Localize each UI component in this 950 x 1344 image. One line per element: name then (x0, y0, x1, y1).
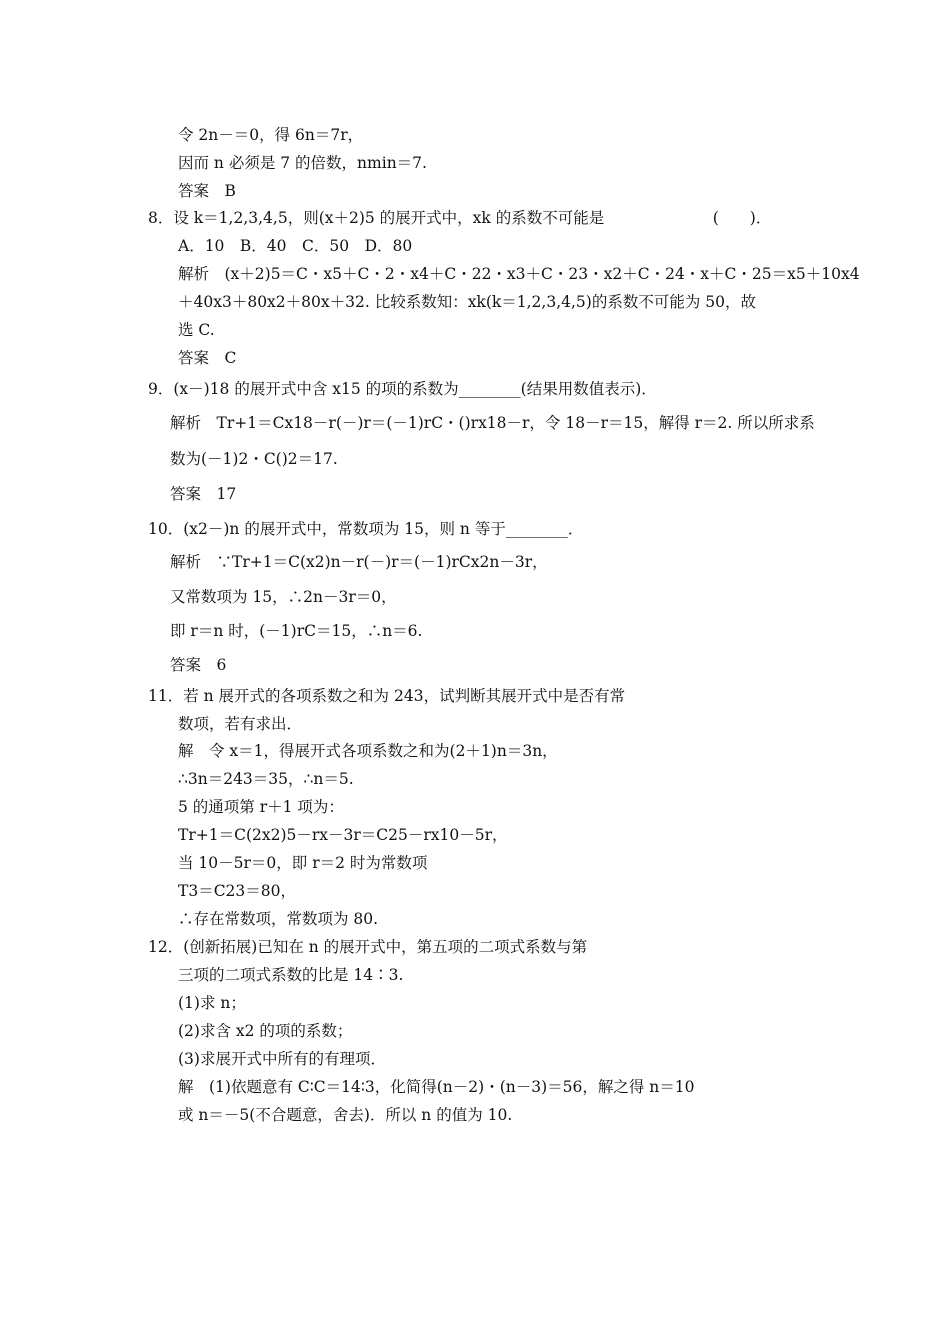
text-line (178, 909, 378, 929)
line-text: 12．(创新拓展)已知在 n 的展开式中，第五项的二项式系数与第 (148, 938, 588, 956)
text-line (170, 552, 548, 572)
line-text: 解析 (x＋2)5＝C・x5＋C・2・x4＋C・22・x3＋C・23・x2＋C・24・x＋C・25＝x5＋10x4 (178, 265, 860, 283)
question-9 (148, 379, 657, 399)
text-line (178, 1077, 695, 1097)
text-line (170, 655, 226, 675)
line-text: Tr+1＝C(2x2)5－rx－3r＝C25－rx10－5r， (178, 826, 508, 844)
line-text: 因而 n 必须是 7 的倍数，nmin＝7. (178, 154, 427, 172)
line-text: 令 2n－＝0，得 6n＝7r， (178, 126, 364, 144)
text-line (178, 125, 363, 145)
text-line (178, 769, 354, 789)
text-line (170, 449, 338, 469)
line-text: 又常数项为 15，∴2n－3r＝0， (170, 588, 397, 606)
text-line (170, 621, 422, 641)
text-line (178, 292, 756, 312)
line-text: 解析 Tr+1＝Cx18－r(－)r＝(－1)rC・()rx18－r，令 18－r＝15，解得 r＝2. 所以所求系 (170, 414, 815, 432)
question-11 (148, 686, 625, 706)
text-line (178, 965, 403, 985)
answer-line: 答案 6 (170, 656, 227, 674)
text-line (178, 181, 236, 201)
line-text: 8．设 k＝1,2,3,4,5，则(x＋2)5 的展开式中，xk 的系数不可能是 ( )． (148, 209, 772, 227)
line-text: 10．(x2－)n 的展开式中，常数项为 15，则 n 等于________． (148, 520, 584, 538)
line-text: 即 r＝n 时，(－1)rC＝15，∴n＝6. (170, 622, 423, 640)
question-12 (148, 937, 587, 957)
line-text: 11．若 n 展开式的各项系数之和为 243，试判断其展开式中是否有常 (148, 687, 626, 705)
options-line (178, 236, 412, 256)
line-text: 数为(－1)2・C()2＝17. (170, 450, 338, 468)
line-text: 当 10－5r＝0，即 r＝2 时为常数项 (178, 854, 428, 872)
line-text: ∴3n＝243＝35，∴n＝5. (178, 770, 354, 788)
line-text: 解析 ∵Tr+1＝C(x2)n－r(－)r＝(－1)rCx2n－3r， (170, 553, 548, 571)
text-line (178, 1105, 512, 1125)
question-8 (148, 208, 771, 228)
text-line (178, 881, 296, 901)
text-line (178, 993, 246, 1013)
line-text: A．10 B．40 C．50 D．80 (178, 237, 413, 255)
text-line (178, 264, 860, 284)
text-line (178, 825, 508, 845)
text-line (178, 714, 302, 734)
answer-line: 答案 C (178, 349, 237, 367)
text-line (178, 1049, 386, 1069)
line-text: 9．(x－)18 的展开式中含 x15 的项的系数为________(结果用数值表示)． (148, 380, 657, 398)
question-10 (148, 519, 583, 539)
answer-line: 答案 17 (170, 485, 237, 503)
line-text: 或 n＝－5(不合题意，舍去)．所以 n 的值为 10. (178, 1106, 513, 1124)
text-line (178, 348, 236, 368)
answer-line: 答案 B (178, 182, 236, 200)
line-text: 数项，若有求出． (178, 715, 303, 733)
text-line (178, 741, 558, 761)
text-line (170, 413, 815, 433)
line-text: (1)求 n； (178, 994, 246, 1012)
text-line (178, 1021, 352, 1041)
text-line (178, 320, 215, 340)
text-line (170, 587, 397, 607)
line-text: 选 C. (178, 321, 215, 339)
text-line (178, 853, 427, 873)
line-text: ∴存在常数项，常数项为 80. (178, 910, 379, 928)
line-text: 解 (1)依题意有 C∶C＝14∶3，化简得(n－2)・(n－3)＝56，解之得 n＝10 (178, 1078, 695, 1096)
line-text: (2)求含 x2 的项的系数； (178, 1022, 353, 1040)
text-line (170, 484, 236, 504)
text-line (178, 153, 427, 173)
line-text: 三项的二项式系数的比是 14∶3. (178, 966, 404, 984)
line-text: (3)求展开式中所有的有理项． (178, 1050, 386, 1068)
line-text: 解 令 x＝1，得展开式各项系数之和为(2＋1)n＝3n， (178, 742, 558, 760)
line-text: 5 的通项第 r＋1 项为： (178, 798, 344, 816)
line-text: T3＝C23＝80， (178, 882, 297, 900)
line-text: ＋40x3＋80x2＋80x＋32. 比较系数知：xk(k＝1,2,3,4,5)的系数不可能为 50，故 (178, 293, 756, 311)
text-line (178, 797, 344, 817)
